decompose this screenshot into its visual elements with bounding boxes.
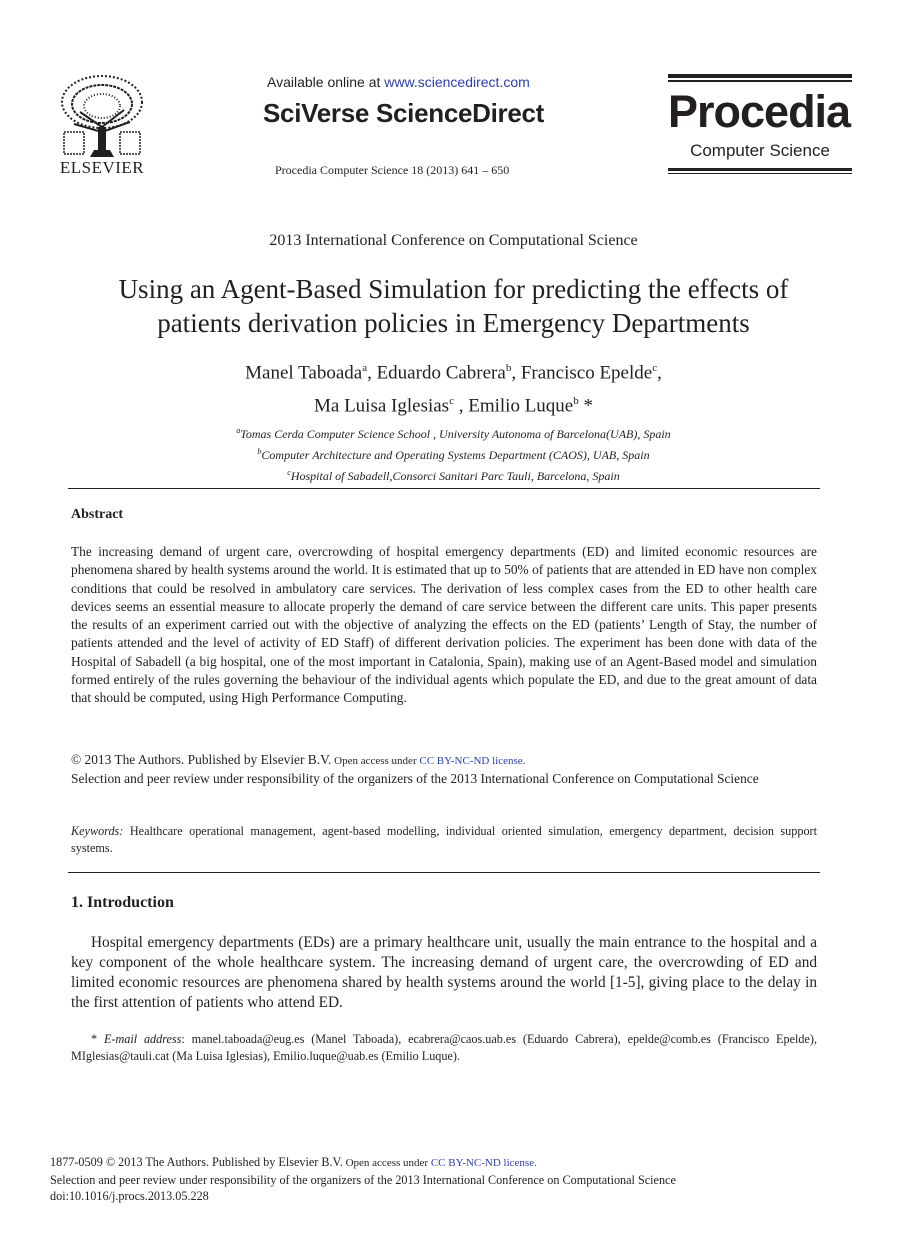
license-link[interactable]: CC BY-NC-ND license.	[419, 755, 526, 767]
page-footer	[50, 1154, 850, 1205]
author-separator: ,	[367, 362, 377, 384]
available-online-line	[267, 74, 553, 90]
footer-copyright: 1877-0509 © 2013 The Authors. Published by Elsevier B.V.	[50, 1155, 343, 1169]
footnote-star: *	[91, 1032, 104, 1046]
procedia-bottom-rule-thin	[668, 173, 852, 174]
elsevier-wordmark: ELSEVIER	[59, 158, 145, 177]
footer-license-link[interactable]: CC BY-NC-ND license.	[430, 1157, 537, 1169]
affiliation-text: Tomas Cerda Computer Science School , University Autonoma of Barcelona(UAB), Spain	[240, 427, 671, 441]
procedia-top-rule	[668, 74, 852, 78]
introduction-paragraph: Hospital emergency departments (EDs) are a primary healthcare unit, usually the main entrance to the hospital and a key component of the whole healthcare system. The increasing demand of urgent care, the overcrowding of ED and limited economic resources are phenomena shared by health systems around the world [1-5], giving place to the delay in the first attention of patients who attend ED.	[71, 934, 817, 1011]
author-affiliation-mark: c	[652, 362, 658, 374]
footer-peer-review: Selection and peer review under responsibility of the organizers of the 2013 International Conference on Computational Science	[50, 1172, 676, 1187]
author-affiliation-mark: b	[573, 395, 579, 408]
procedia-subtitle: Computer Science	[690, 141, 830, 160]
author-line-2	[60, 387, 847, 420]
footer-issn-line	[50, 1154, 850, 1172]
author-separator: ,	[453, 395, 469, 417]
author-name: Ma Luisa Iglesias	[314, 395, 450, 417]
section-heading-introduction: 1. Introduction	[71, 894, 174, 911]
author-affiliation-mark: c	[449, 395, 454, 408]
affiliation-text: Computer Architecture and Operating Systems Department (CAOS), UAB, Spain	[261, 448, 650, 462]
peer-review-statement: Selection and peer review under responsibility of the organizers of the 2013 International Conference on Computational Science	[71, 771, 759, 786]
divider	[68, 488, 820, 489]
author-affiliation-mark: a	[362, 362, 368, 374]
author-separator: ,	[511, 362, 521, 384]
divider	[68, 872, 820, 873]
copyright-line	[71, 751, 817, 770]
affiliations	[60, 422, 847, 485]
affiliation-item	[60, 464, 847, 485]
abstract-body: The increasing demand of urgent care, overcrowding of hospital emergency departments (ED) and limited economic resources are phenomena shared by health systems around the world. It is estimated that up to 50% of patients that are attended in ED have non complex conditions that could be resolved in ambulatory care services. The derivation of less complex cases from the ED to other health care devices seems an essential measure to allocate properly the demand of care service between the different care units. This paper presents the results of an experiment carried out with the objective of analyzing the effects on the ED (patients’ Length of Stay, the number of patients attended and the level of activity of ED Staff) of different derivation policies. The experiment has been done with data of the Hospital of Sabadell (a big hospital, one of the most important in Catalonia, Spain), making use of an Agent-Based model and simulation formed entirely of the rules governing the behaviour of the individual agents which populate the ED, and due to the great amount of data that should be computed, using High Performance Computing.	[71, 544, 817, 706]
affiliation-item	[60, 443, 847, 464]
author-name: Francisco Epelde	[520, 362, 653, 384]
footer-doi: doi:10.1016/j.procs.2013.05.228	[50, 1189, 209, 1203]
author-line-1	[60, 354, 847, 387]
affiliation-item	[60, 422, 847, 443]
author-separator: ,	[657, 362, 662, 384]
abstract-heading: Abstract	[71, 507, 124, 522]
paper-title-line-2: patients derivation policies in Emergency Departments	[157, 308, 750, 338]
footer-open-access: Open access under	[342, 1157, 431, 1169]
footnote-label: E-mail address	[103, 1032, 182, 1046]
author-name: Eduardo Cabrera	[376, 362, 506, 384]
keywords	[71, 823, 817, 856]
procedia-top-rule-thin	[668, 80, 852, 82]
affiliation-text: Hospital of Sabadell,Consorci Sanitari Parc Tauli, Barcelona, Spain	[290, 469, 620, 483]
sciencedirect-link[interactable]: www.sciencedirect.com	[384, 74, 530, 90]
keywords-text: Healthcare operational management, agent-based modelling, individual oriented simulation, emergency department, decision support systems.	[71, 824, 817, 855]
author-name: Emilio Luque	[468, 395, 574, 417]
keywords-label: Keywords:	[71, 824, 124, 838]
open-access-text: Open access under	[331, 755, 420, 767]
paper-title-line-1: Using an Agent-Based Simulation for predicting the effects of	[118, 274, 789, 304]
affiliation-mark: a	[236, 426, 241, 435]
email-footnote	[71, 1031, 817, 1065]
author-affiliation-mark: b	[505, 362, 512, 374]
affiliation-mark: c	[287, 468, 291, 477]
corresponding-author-mark: *	[578, 395, 593, 417]
paper-title	[60, 272, 847, 340]
journal-citation: Procedia Computer Science 18 (2013) 641 – 650	[275, 163, 510, 177]
available-prefix: Available online at	[267, 74, 385, 90]
author-name: Manel Taboada	[245, 362, 363, 384]
copyright-notice	[71, 751, 817, 788]
conference-name: 2013 International Conference on Computational Science	[269, 232, 638, 249]
sciverse-sciencedirect-brand: SciVerse ScienceDirect	[263, 98, 545, 128]
author-list	[60, 354, 847, 421]
procedia-logo: Procedia	[668, 86, 851, 137]
copyright-text: © 2013 The Authors. Published by Elsevier B.V.	[71, 752, 332, 767]
affiliation-mark: b	[257, 447, 262, 456]
footnote-text: : manel.taboada@eug.es (Manel Taboada), ecabrera@caos.uab.es (Eduardo Cabrera), epelde@comb.es (Francisco Epelde), MIglesias@tauli.cat (Ma Luisa Iglesias), Emilio.luque@uab.es (Emilio Luque).	[71, 1032, 817, 1063]
procedia-bottom-rule	[668, 168, 852, 171]
